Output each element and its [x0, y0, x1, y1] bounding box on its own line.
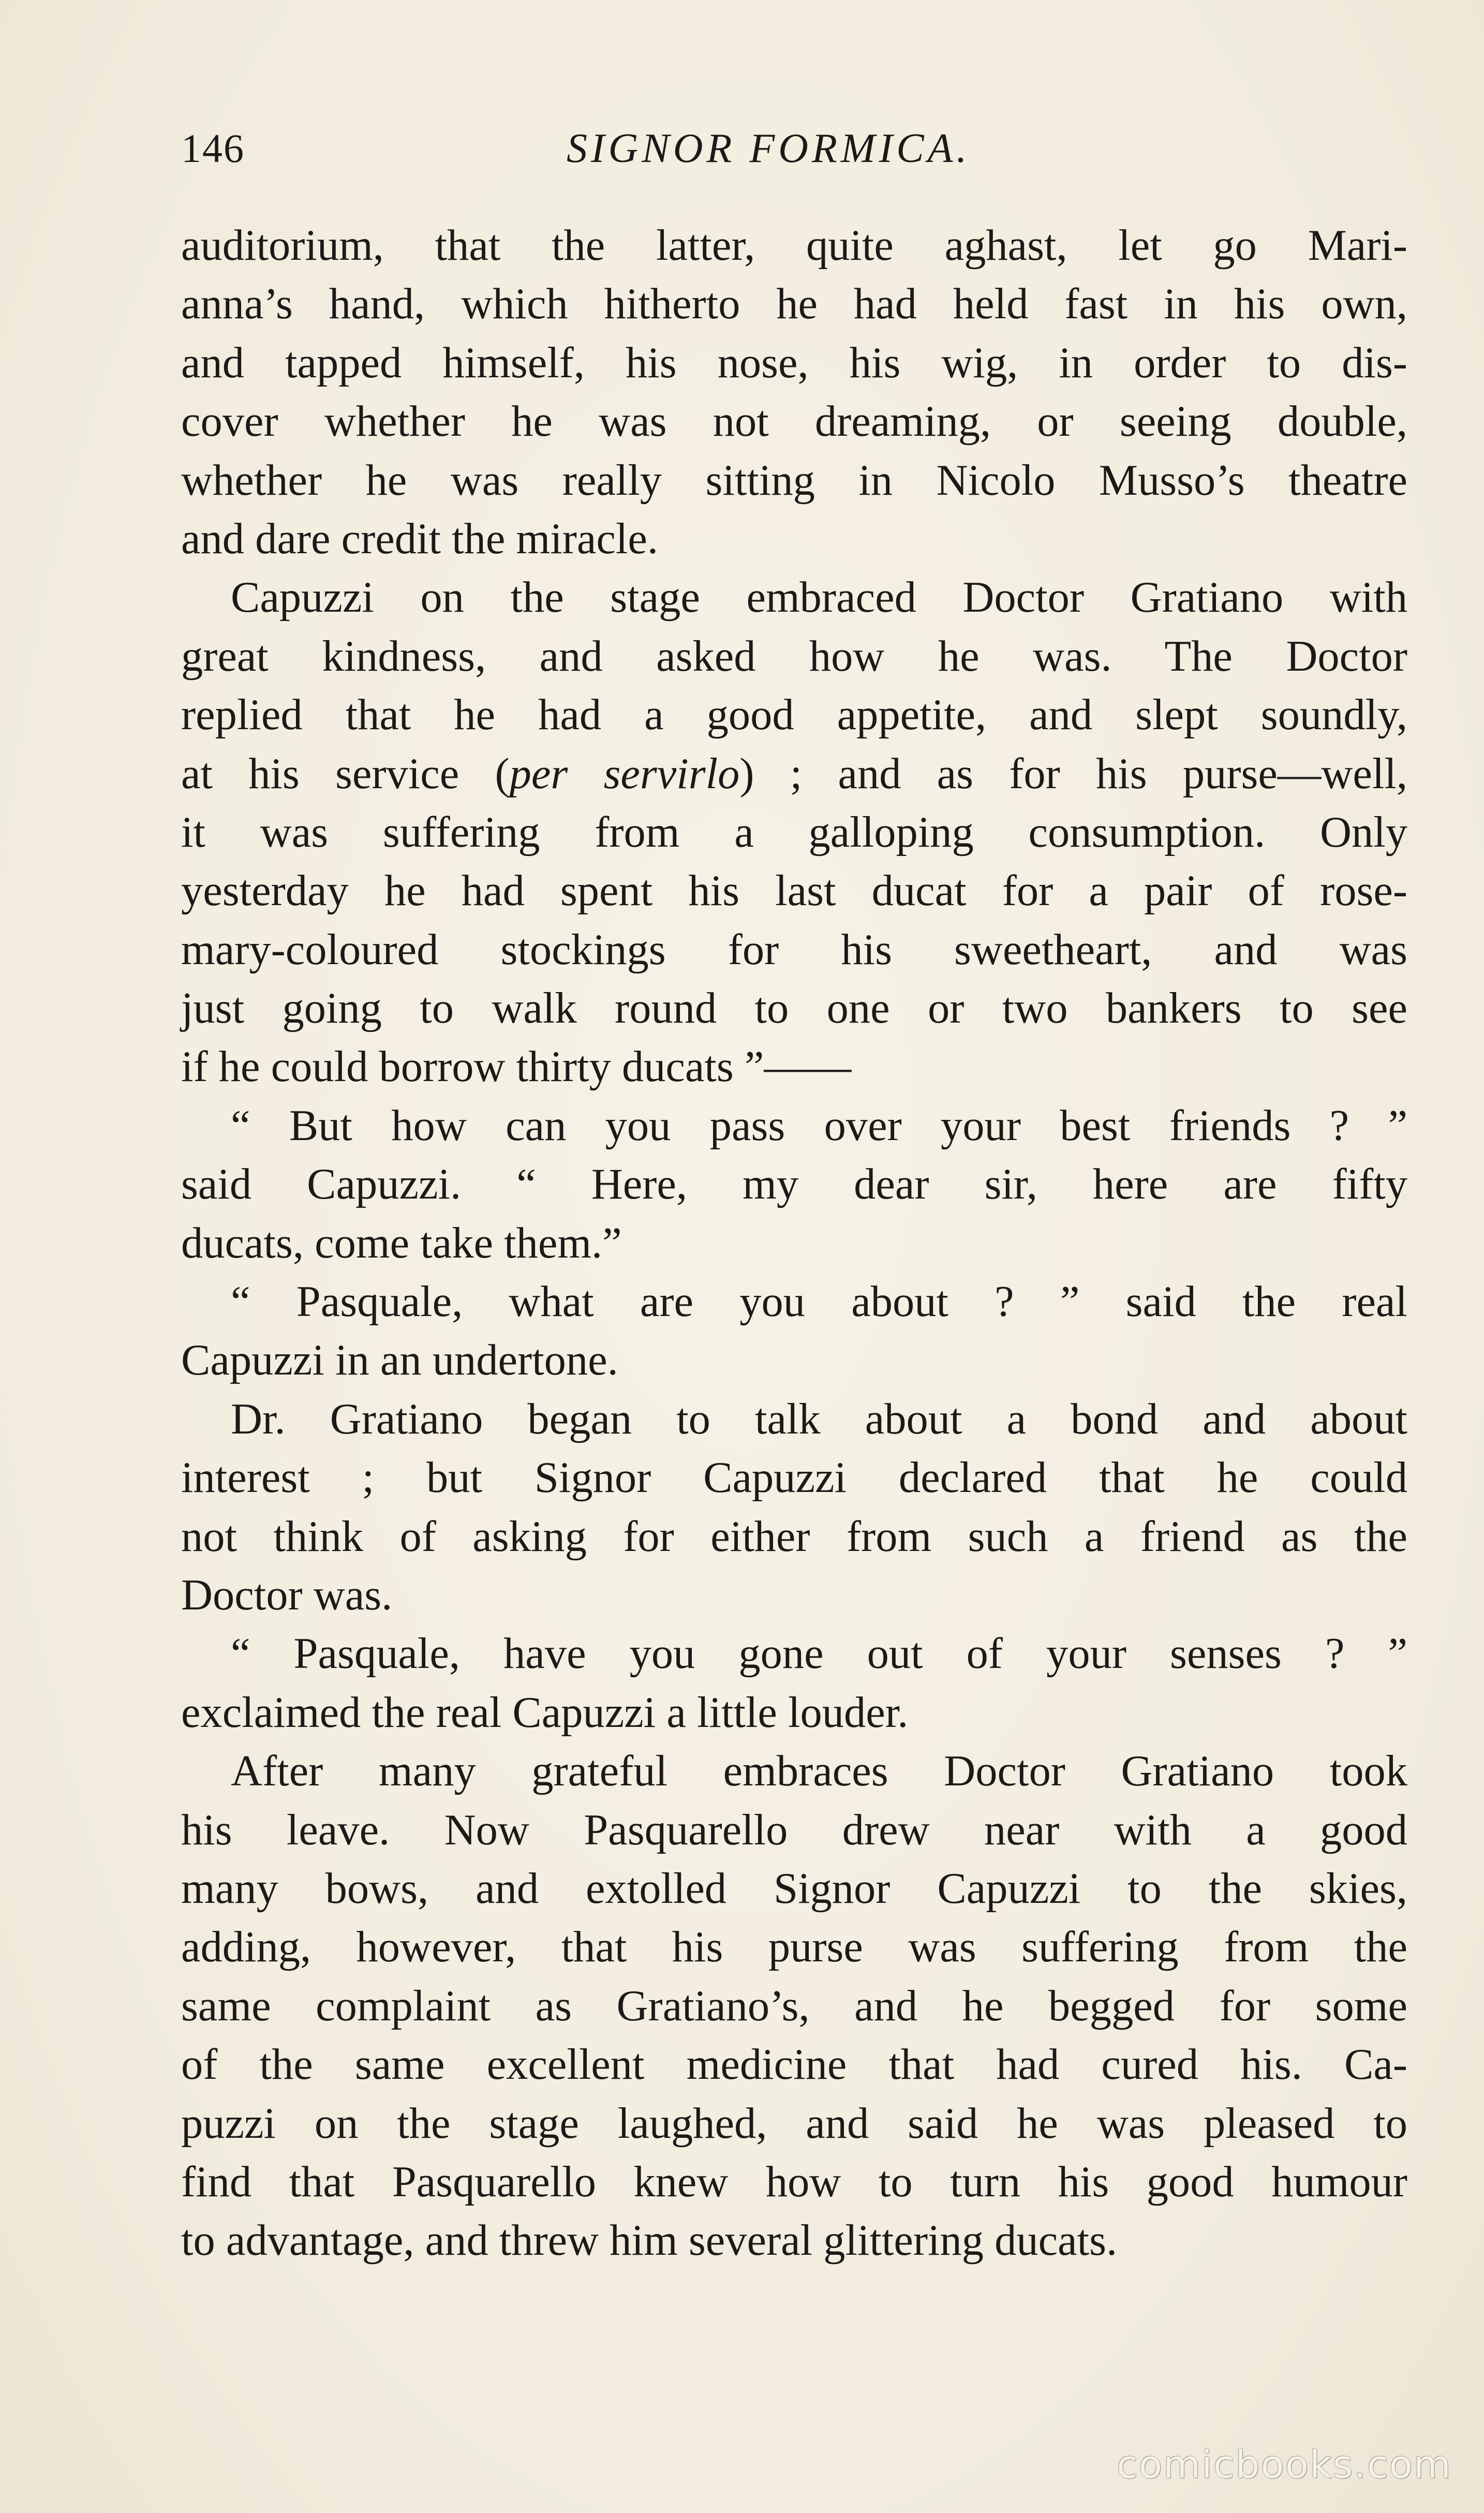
text-line: Doctor was. [181, 1571, 393, 1619]
text-line: ducats, come take them.” [181, 1219, 622, 1267]
text-line: same complaint as Gratiano’s, and he begged for some [181, 1982, 1407, 2030]
text-line: to advantage, and threw him several glittering ducats. [181, 2216, 1118, 2265]
watermark: comicbooks.com [1117, 2443, 1452, 2487]
text-line: of the same excellent medicine that had cured his. Ca- [181, 2041, 1407, 2089]
text-line: “ Pasquale, what are you about ? ” said the real [231, 1278, 1407, 1326]
text-line: cover whether he was not dreaming, or seeing double, [181, 397, 1407, 446]
text-line: “ But how can you pass over your best friends ? ” [231, 1101, 1407, 1150]
text-line: yesterday he had spent his last ducat for a pair of rose- [181, 867, 1407, 915]
text-line: mary-coloured stockings for his sweetheart, and was [181, 925, 1407, 974]
text-segment: at his service ( [181, 749, 510, 798]
text-line [181, 745, 1407, 803]
text-line: Dr. Gratiano began to talk about a bond and about [231, 1395, 1407, 1443]
running-head [181, 120, 1407, 177]
text-line: his leave. Now Pasquarello drew near with a good [181, 1806, 1407, 1854]
text-line: not think of asking for either from such a friend as the [181, 1512, 1407, 1561]
text-line: replied that he had a good appetite, and slept soundly, [181, 691, 1407, 740]
text-line: many bows, and extolled Signor Capuzzi to the skies, [181, 1864, 1407, 1913]
text-line: said Capuzzi. “ Here, my dear sir, here are fifty [181, 1160, 1407, 1209]
text-line: and tapped himself, his nose, his wig, in order to dis- [181, 338, 1407, 387]
running-title: SIGNOR FORMICA. [567, 126, 971, 171]
text-line: exclaimed the real Capuzzi a little louder. [181, 1688, 909, 1737]
text-line: puzzi on the stage laughed, and said he was pleased to [181, 2099, 1407, 2148]
text-line: “ Pasquale, have you gone out of your senses ? ” [231, 1630, 1407, 1678]
text-line: find that Pasquarello knew how to turn his good humour [181, 2157, 1407, 2206]
text-line: anna’s hand, which hitherto he had held fast in his own, [181, 280, 1407, 329]
text-line: Capuzzi on the stage embraced Doctor Gratiano with [231, 573, 1407, 622]
text-line: interest ; but Signor Capuzzi declared that he could [181, 1454, 1407, 1502]
text-segment: ) ; and as for his purse—well, [739, 749, 1407, 798]
text-line: just going to walk round to one or two bankers to see [181, 984, 1407, 1033]
body-text [181, 216, 1407, 2270]
text-line: auditorium, that the latter, quite aghast, let go Mari- [181, 221, 1407, 270]
text-line: Capuzzi in an undertone. [181, 1336, 618, 1385]
text-line: if he could borrow thirty ducats ”—— [181, 1043, 852, 1091]
italic-phrase: per servirlo [509, 749, 740, 798]
text-line: After many grateful embraces Doctor Gratiano took [231, 1747, 1407, 1796]
text-line: and dare credit the miracle. [181, 514, 658, 563]
text-line: great kindness, and asked how he was. The Doctor [181, 632, 1407, 681]
text-line: it was suffering from a galloping consumption. Only [181, 808, 1407, 856]
page-number: 146 [181, 126, 245, 171]
text-line: adding, however, that his purse was suffering from the [181, 1923, 1407, 1972]
text-line: whether he was really sitting in Nicolo Musso’s theatre [181, 456, 1407, 505]
